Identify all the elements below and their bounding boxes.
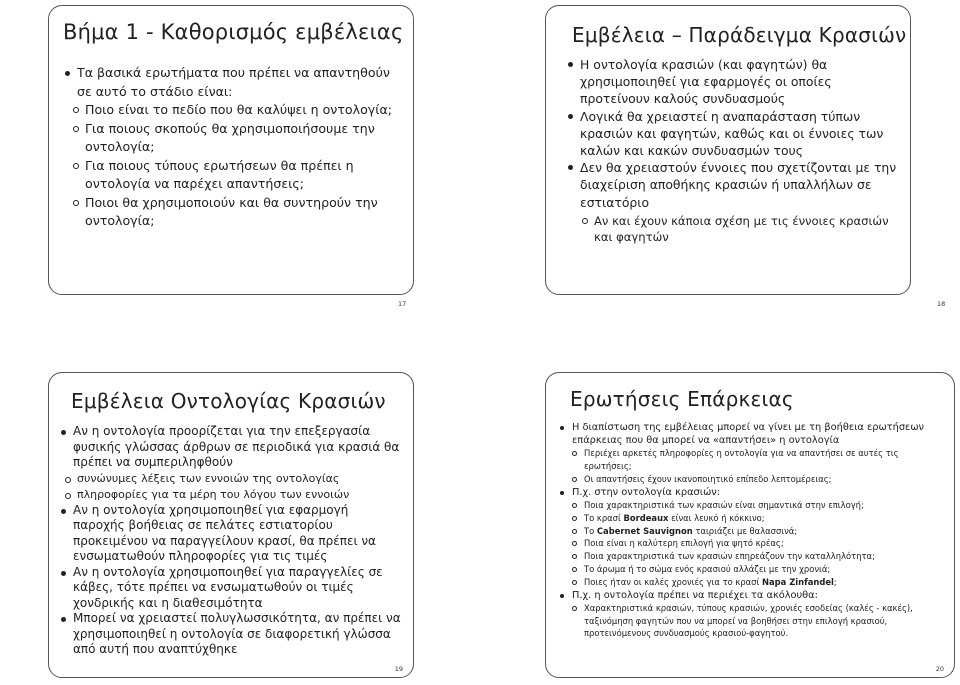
sub-bullet-item: Περιέχει αρκετές πληροφορίες η οντολογία για να απαντήσει σε αυτές τις ερωτήσεις; — [584, 447, 944, 473]
slide-title: Ερωτήσεις Επάρκειας — [570, 387, 794, 411]
bullet-item: Τα βασικά ερωτήματα που πρέπει να απαντηθούν σε αυτό το στάδιο είναι: — [77, 64, 403, 101]
bullet-item: Π.χ. η οντολογία πρέπει να περιέχει τα ακόλουθα: — [572, 589, 944, 602]
slide-20 — [545, 372, 955, 678]
bullet-list — [560, 56, 900, 245]
text-run: Ποιες ήταν οι καλές χρονιές για το κρασί — [584, 576, 762, 587]
bullet-item: Αν η οντολογία προορίζεται για την επεξεργασία φυσικής γλώσσας άρθρων σε περιοδικά για κρασιά θα πρέπει να συμπεριληφθούν — [73, 424, 403, 471]
slide-18 — [545, 5, 911, 295]
text-run: ταιριάζει με θαλασσινά; — [692, 525, 798, 536]
bullet-item: Η οντολογία κρασιών (και φαγητών) θα χρησιμοποιηθεί για εφαρμογές οι οποίες προτείνουν καλούς συνδυασμούς — [580, 56, 900, 108]
sub-bullet-item: συνώνυμες λέξεις των εννοιών της οντολογίας — [77, 471, 403, 487]
slide-17 — [48, 5, 414, 295]
sub-bullet-item: Ποιο είναι το πεδίο που θα καλύψει η οντολογία; — [85, 101, 403, 120]
page-number: 19 — [394, 665, 403, 673]
sub-bullet-item: Το άρωμα ή το σώμα ενός κρασιού αλλάζει με την χρονιά; — [584, 563, 944, 576]
bold-text: Bordeaux — [623, 512, 669, 523]
sub-bullet-item: Ποια χαρακτηριστικά των κρασιών είναι σημαντικά στην επιλογή; — [584, 499, 944, 512]
slide-19 — [48, 372, 414, 678]
bullet-list — [63, 424, 403, 658]
sub-bullet-item: Για ποιους σκοπούς θα χρησιμοποιήσουμε την οντολογία; — [85, 120, 403, 157]
bullet-item: Π.χ. στην οντολογία κρασιών: — [572, 486, 944, 499]
sub-bullet-item — [584, 525, 944, 538]
text-run: είναι λευκό ή κόκκινο; — [668, 512, 765, 523]
sub-bullet-item: Ποια είναι η καλύτερη επιλογή για ψητό κρέας; — [584, 537, 944, 550]
page-number: 18 — [937, 300, 946, 308]
text-run: ; — [833, 576, 837, 587]
sub-bullet-item: Για ποιους τύπους ερωτήσεων θα πρέπει η οντολογία να παρέχει απαντήσεις; — [85, 157, 403, 194]
text-run: Το κρασί — [584, 512, 624, 523]
bullet-item: Αν η οντολογία χρησιμοποιηθεί για παραγγελίες σε κάβες, τότε πρέπει να ενσωματωθούν οι τιμές χονδρικής και η διαθεσιμότητα — [73, 565, 403, 612]
bullet-list — [560, 421, 944, 640]
text-run: Το — [584, 525, 597, 536]
page-number: 17 — [398, 300, 407, 308]
bullet-item: Λογικά θα χρειαστεί η αναπαράσταση τύπων κρασιών και φαγητών, καθώς και οι έννοιες των καλών και κακών συνδυασμών τους — [580, 108, 900, 160]
sub-bullet-item: πληροφορίες για τα μέρη του λόγου των εννοιών — [77, 487, 403, 503]
sub-bullet-item — [584, 576, 944, 589]
bullet-item: Δεν θα χρειαστούν έννοιες που σχετίζονται με την διαχείριση αποθήκης κρασιών ή υπαλλήλων σε εστιατόριο — [580, 159, 900, 211]
bold-text: Napa Zinfandel — [761, 576, 834, 587]
bullet-list — [63, 64, 403, 231]
sub-bullet-item: Οι απαντήσεις έχουν ικανοποιητικό επίπεδο λεπτομέρειας; — [584, 473, 944, 486]
sub-bullet-item: Χαρακτηριστικά κρασιών, τύπους κρασιών, χρονιές εσοδείας (καλές - κακές), ταξινόμηση φαγητών που να μπορεί να βοηθήσει στην επιλογή κρασιού, προτεινόμενους συνδυασμούς κρασιού-φαγητού. — [584, 602, 944, 640]
bullet-item: Αν η οντολογία χρησιμοποιηθεί για εφαρμογή παροχής βοήθειας σε πελάτες εστιατορίου προκειμένου να παραγγείλουν κρασί, θα πρέπει να ενσωματωθούν πληροφορίες για τις τιμές — [73, 503, 403, 565]
sub-bullet-item: Ποια χαρακτηριστικά των κρασιών επηρεάζουν την καταλληλότητα; — [584, 550, 944, 563]
sub-bullet-item: Ποιοι θα χρησιμοποιούν και θα συντηρούν την οντολογία; — [85, 194, 403, 231]
bold-text: Cabernet Sauvignon — [596, 525, 693, 536]
slide-title: Βήμα 1 - Καθορισμός εμβέλειας — [63, 20, 404, 44]
slide-title: Εμβέλεια – Παράδειγμα Κρασιών — [572, 23, 907, 47]
slide-title: Εμβέλεια Οντολογίας Κρασιών — [71, 389, 386, 413]
bullet-item: Μπορεί να χρειαστεί πολυγλωσσικότητα, αν πρέπει να χρησιμοποιηθεί η οντολογία σε διαφορετική γλώσσα από αυτή που αναπτύχθηκε — [73, 611, 403, 658]
page-number: 20 — [935, 665, 944, 673]
bullet-item: Η διαπίστωση της εμβέλειας μπορεί να γίνει με τη βοήθεια ερωτήσεων επάρκειας που θα μπορεί να «απαντήσει» η οντολογία — [572, 421, 944, 447]
sub-bullet-item: Αν και έχουν κάποια σχέση με τις έννοιες κρασιών και φαγητών — [594, 213, 900, 245]
sub-bullet-item — [584, 512, 944, 525]
